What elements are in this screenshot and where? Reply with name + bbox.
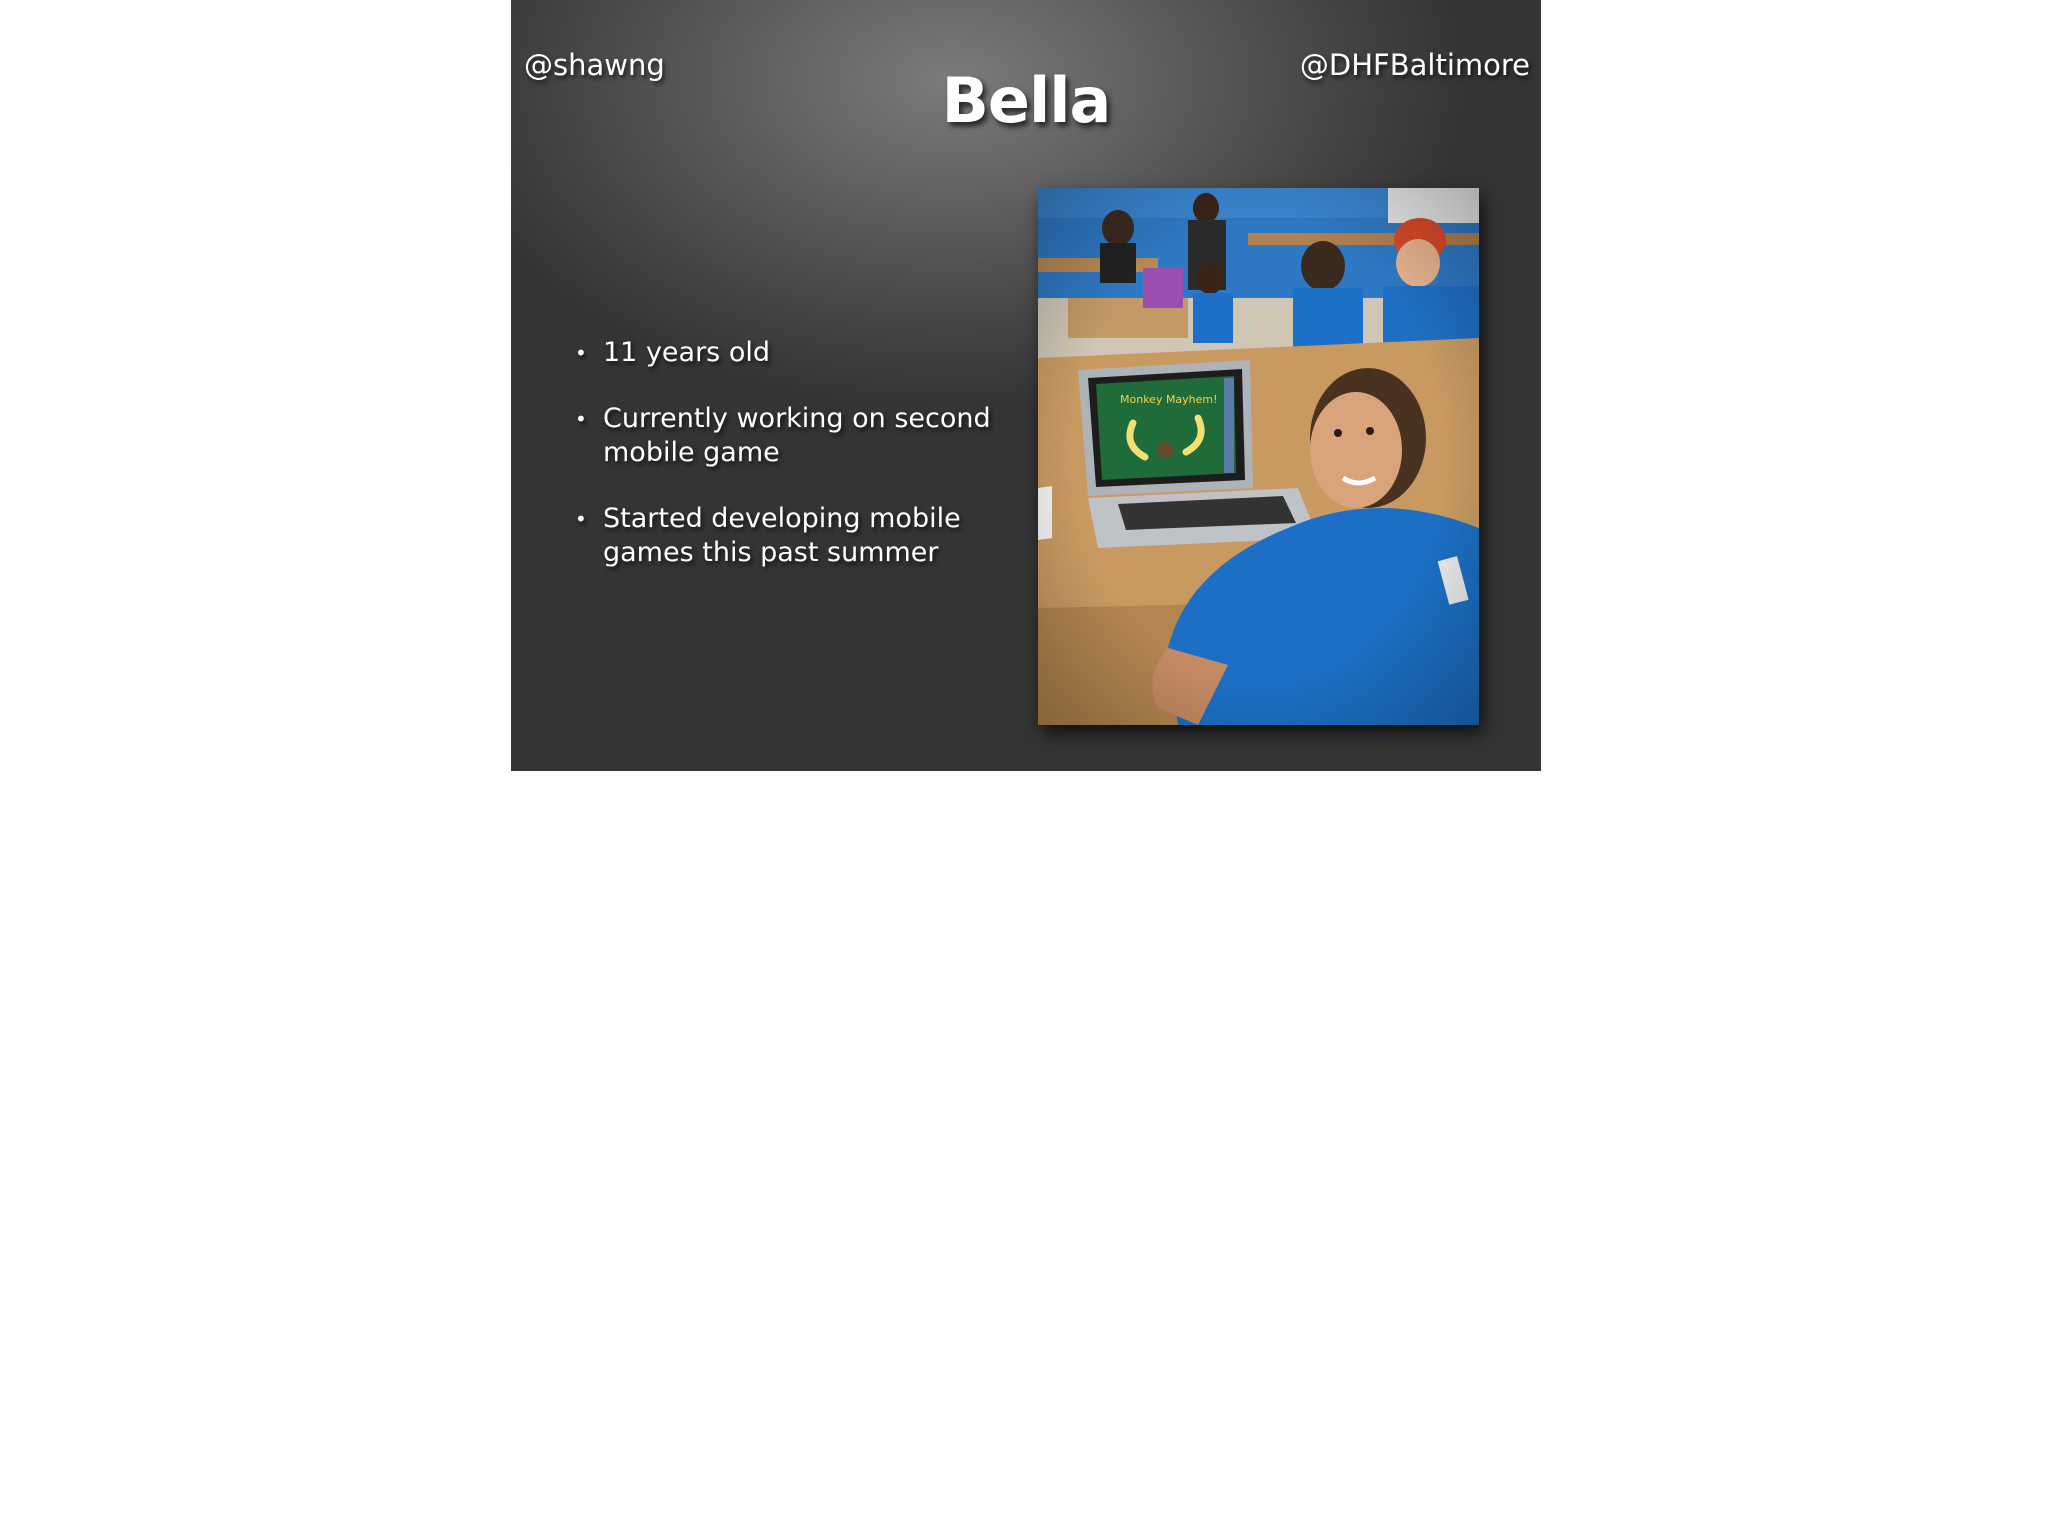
photo (1038, 188, 1479, 725)
twitter-handle-left: @shawng (524, 48, 665, 82)
bullet-text: Currently working on second mobile game (603, 403, 991, 468)
bullet-dot-icon: • (575, 407, 587, 431)
bullet-text: Started developing mobile games this past summer (603, 503, 961, 568)
bullet-text: 11 years old (603, 337, 770, 368)
bullet-dot-icon: • (575, 341, 587, 365)
photo-screen-text: Monkey Mayhem! (1120, 393, 1218, 406)
bullet-item (575, 336, 995, 370)
bullet-item (575, 502, 995, 570)
slide (511, 0, 1541, 771)
bullet-list (575, 336, 995, 602)
slide-title: Bella (941, 64, 1111, 137)
bullet-dot-icon: • (575, 507, 587, 531)
photo-illustration (1038, 188, 1479, 725)
bullet-item (575, 402, 995, 470)
twitter-handle-right: @DHFBaltimore (1299, 48, 1530, 82)
